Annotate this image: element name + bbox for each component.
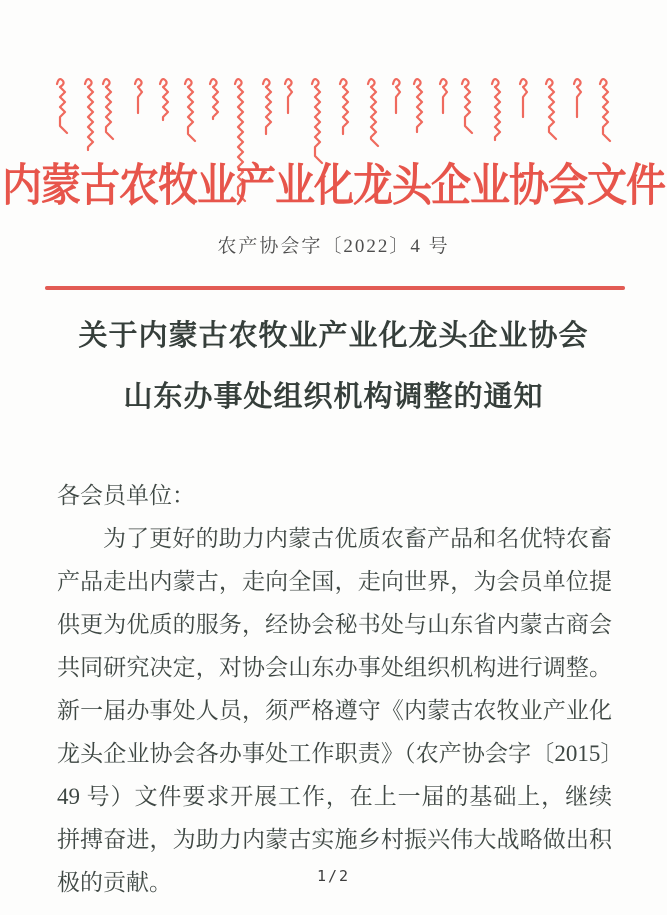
notice-title: [0, 306, 667, 428]
red-divider-line: [45, 286, 625, 290]
body-paragraph: 为了更好的助力内蒙古优质农畜产品和名优特农畜产品走出内蒙古，走向全国，走向世界，为会员单位提供更为优质的服务，经协会秘书处与山东省内蒙古商会共同研究决定，对协会山东办事处组织机构进行调整。新一届办事处人员，须严格遵守《内蒙古农牧业产业化龙头企业协会各办事处工作职责》（农产协会字〔2015〕49 号）文件要求开展工作，在上一届的基础上，继续拼搏奋进，为助力内蒙古实施乡村振兴伟大战略做出积极的贡献。: [57, 526, 612, 895]
page-number: 1/2: [316, 867, 351, 885]
salutation: 各会员单位：: [57, 483, 195, 508]
notice-title-line-2: 山东办事处组织机构调整的通知: [123, 381, 544, 413]
notice-body: [57, 474, 612, 904]
document-number: 农产协会字〔2022〕4 号: [217, 236, 450, 257]
masthead-org-title: 内蒙古农牧业产业化龙头企业协会文件: [2, 160, 665, 211]
notice-title-line-1: 关于内蒙古农牧业产业化龙头企业协会: [78, 320, 589, 352]
